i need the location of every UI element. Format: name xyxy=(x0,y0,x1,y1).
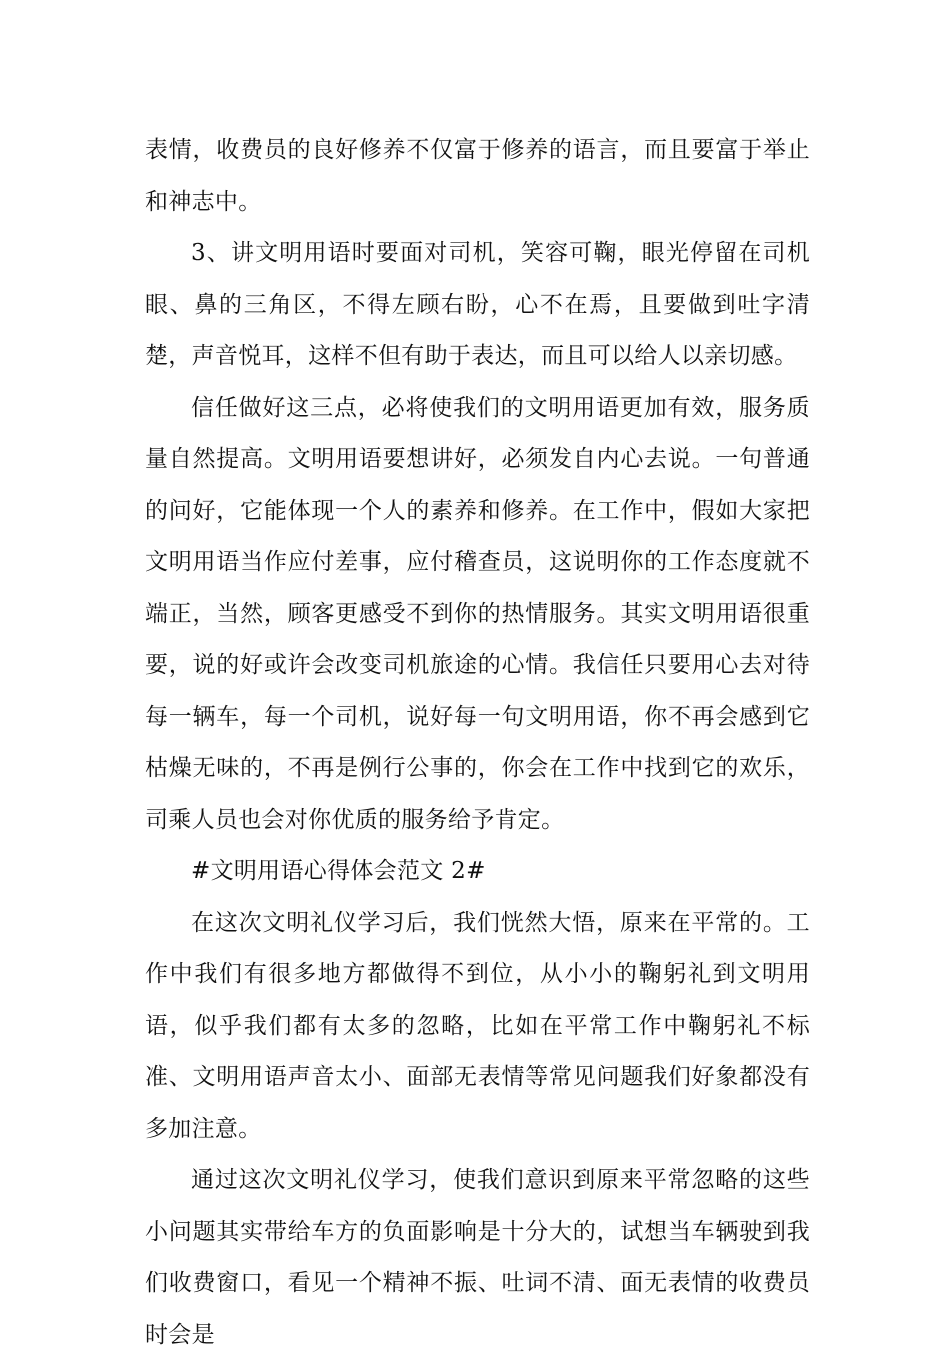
section-heading: #文明用语心得体会范文 2# xyxy=(191,858,486,884)
paragraph-summary: 信任做好这三点，必将使我们的文明用语更加有效，服务质量自然提高。文明用语要想讲好，必须发自内心去说。一句普通的问好，它能体现一个人的素养和修养。在工作中，假如大家把文明用语当作应付差事，应付稽查员，这说明你的工作态度就不端正，当然，顾客更感受不到你的热情服务。其实文明用语很重要，说的好或许会改变司机旅途的心情。我信任只要用心去对待每一辆车，每一个司机，说好每一句文明用语，你不再会感到它枯燥无味的，不再是例行公事的，你会在工作中找到它的欢乐，司乘人员也会对你优质的服务给予肯定。 xyxy=(145,394,810,833)
document-body xyxy=(145,125,810,1361)
paragraph-reflection: 通过这次文明礼仪学习，使我们意识到原来平常忽略的这些小问题其实带给车方的负面影响是十分大的，试想当车辆驶到我们收费窗口，看见一个精神不振、吐词不清、面无表情的收费员时会是 xyxy=(145,1167,810,1348)
paragraph-item-3: 3、讲文明用语时要面对司机，笑容可鞠，眼光停留在司机眼、鼻的三角区，不得左顾右盼，心不在焉，且要做到吐字清楚，声音悦耳，这样不但有助于表达，而且可以给人以亲切感。 xyxy=(145,240,810,369)
paragraph-intro: 在这次文明礼仪学习后，我们恍然大悟，原来在平常的。工作中我们有很多地方都做得不到位，从小小的鞠躬礼到文明用语，似乎我们都有太多的忽略，比如在平常工作中鞠躬礼不标准、文明用语声音太小、面部无表情等常见问题我们好象都没有多加注意。 xyxy=(145,909,810,1142)
paragraph-continuation: 表情，收费员的良好修养不仅富于修养的语言，而且要富于举止和神志中。 xyxy=(145,137,810,215)
